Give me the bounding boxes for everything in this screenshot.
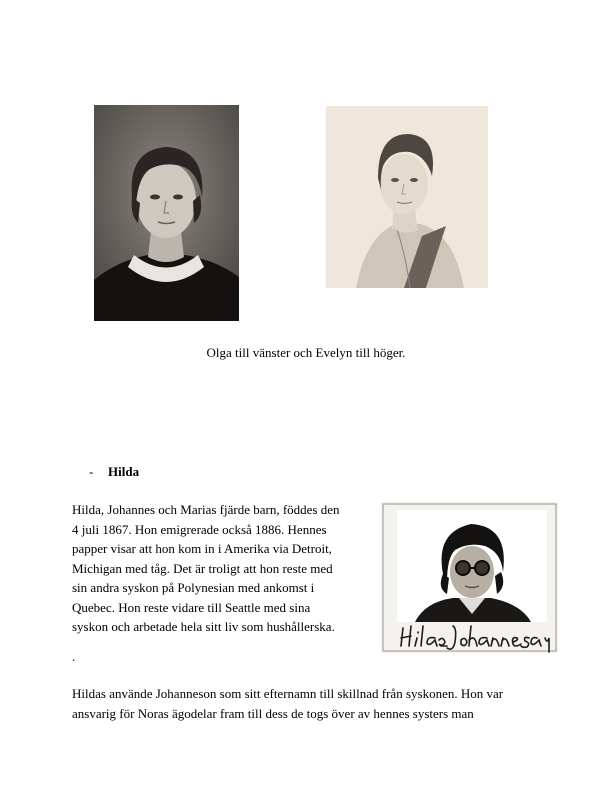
paragraph-line: papper visar att hon kom in i Amerika via Detroit, [72,541,332,556]
paragraph-line: Hilda, Johannes och Marias fjärde barn, föddes den [72,502,340,517]
paragraph-line: sin andra syskon på Polynesian med ankomst i [72,580,315,595]
list-bullet: - [89,464,94,479]
paragraph-line: ansvarig för Noras ägodelar fram till dess de togs över av hennes systers man [72,705,474,721]
photo-caption: Olga till vänster och Evelyn till höger. [206,345,406,360]
paragraph-line: Hildas använde Johanneson som sitt efternamn till skillnad från syskonen. Hon var [72,686,504,701]
photo-olga [94,105,239,321]
paragraph-line: 4 juli 1867. Hon emigrerade också 1886. Hennes [72,521,327,537]
paragraph-line: Quebec. Hon reste vidare till Seattle med sina [72,599,311,615]
paragraph-hilda-name [72,684,552,723]
section-heading-hilda [89,464,139,480]
photo-hilda [381,502,558,653]
paragraph-line: syskon och arbetade hela sitt liv som hushållerska. [72,619,335,634]
paragraph-hilda-bio [72,500,372,637]
stray-punctuation: . [72,649,76,664]
paragraph-line: Michigan med tåg. Det är troligt att hon reste med [72,560,333,576]
section-title: Hilda [108,464,140,479]
photo-evelyn-graphic [326,106,488,288]
photo-evelyn [326,106,488,288]
photo-hilda-graphic [381,502,558,653]
photo-olga-graphic [94,105,239,321]
